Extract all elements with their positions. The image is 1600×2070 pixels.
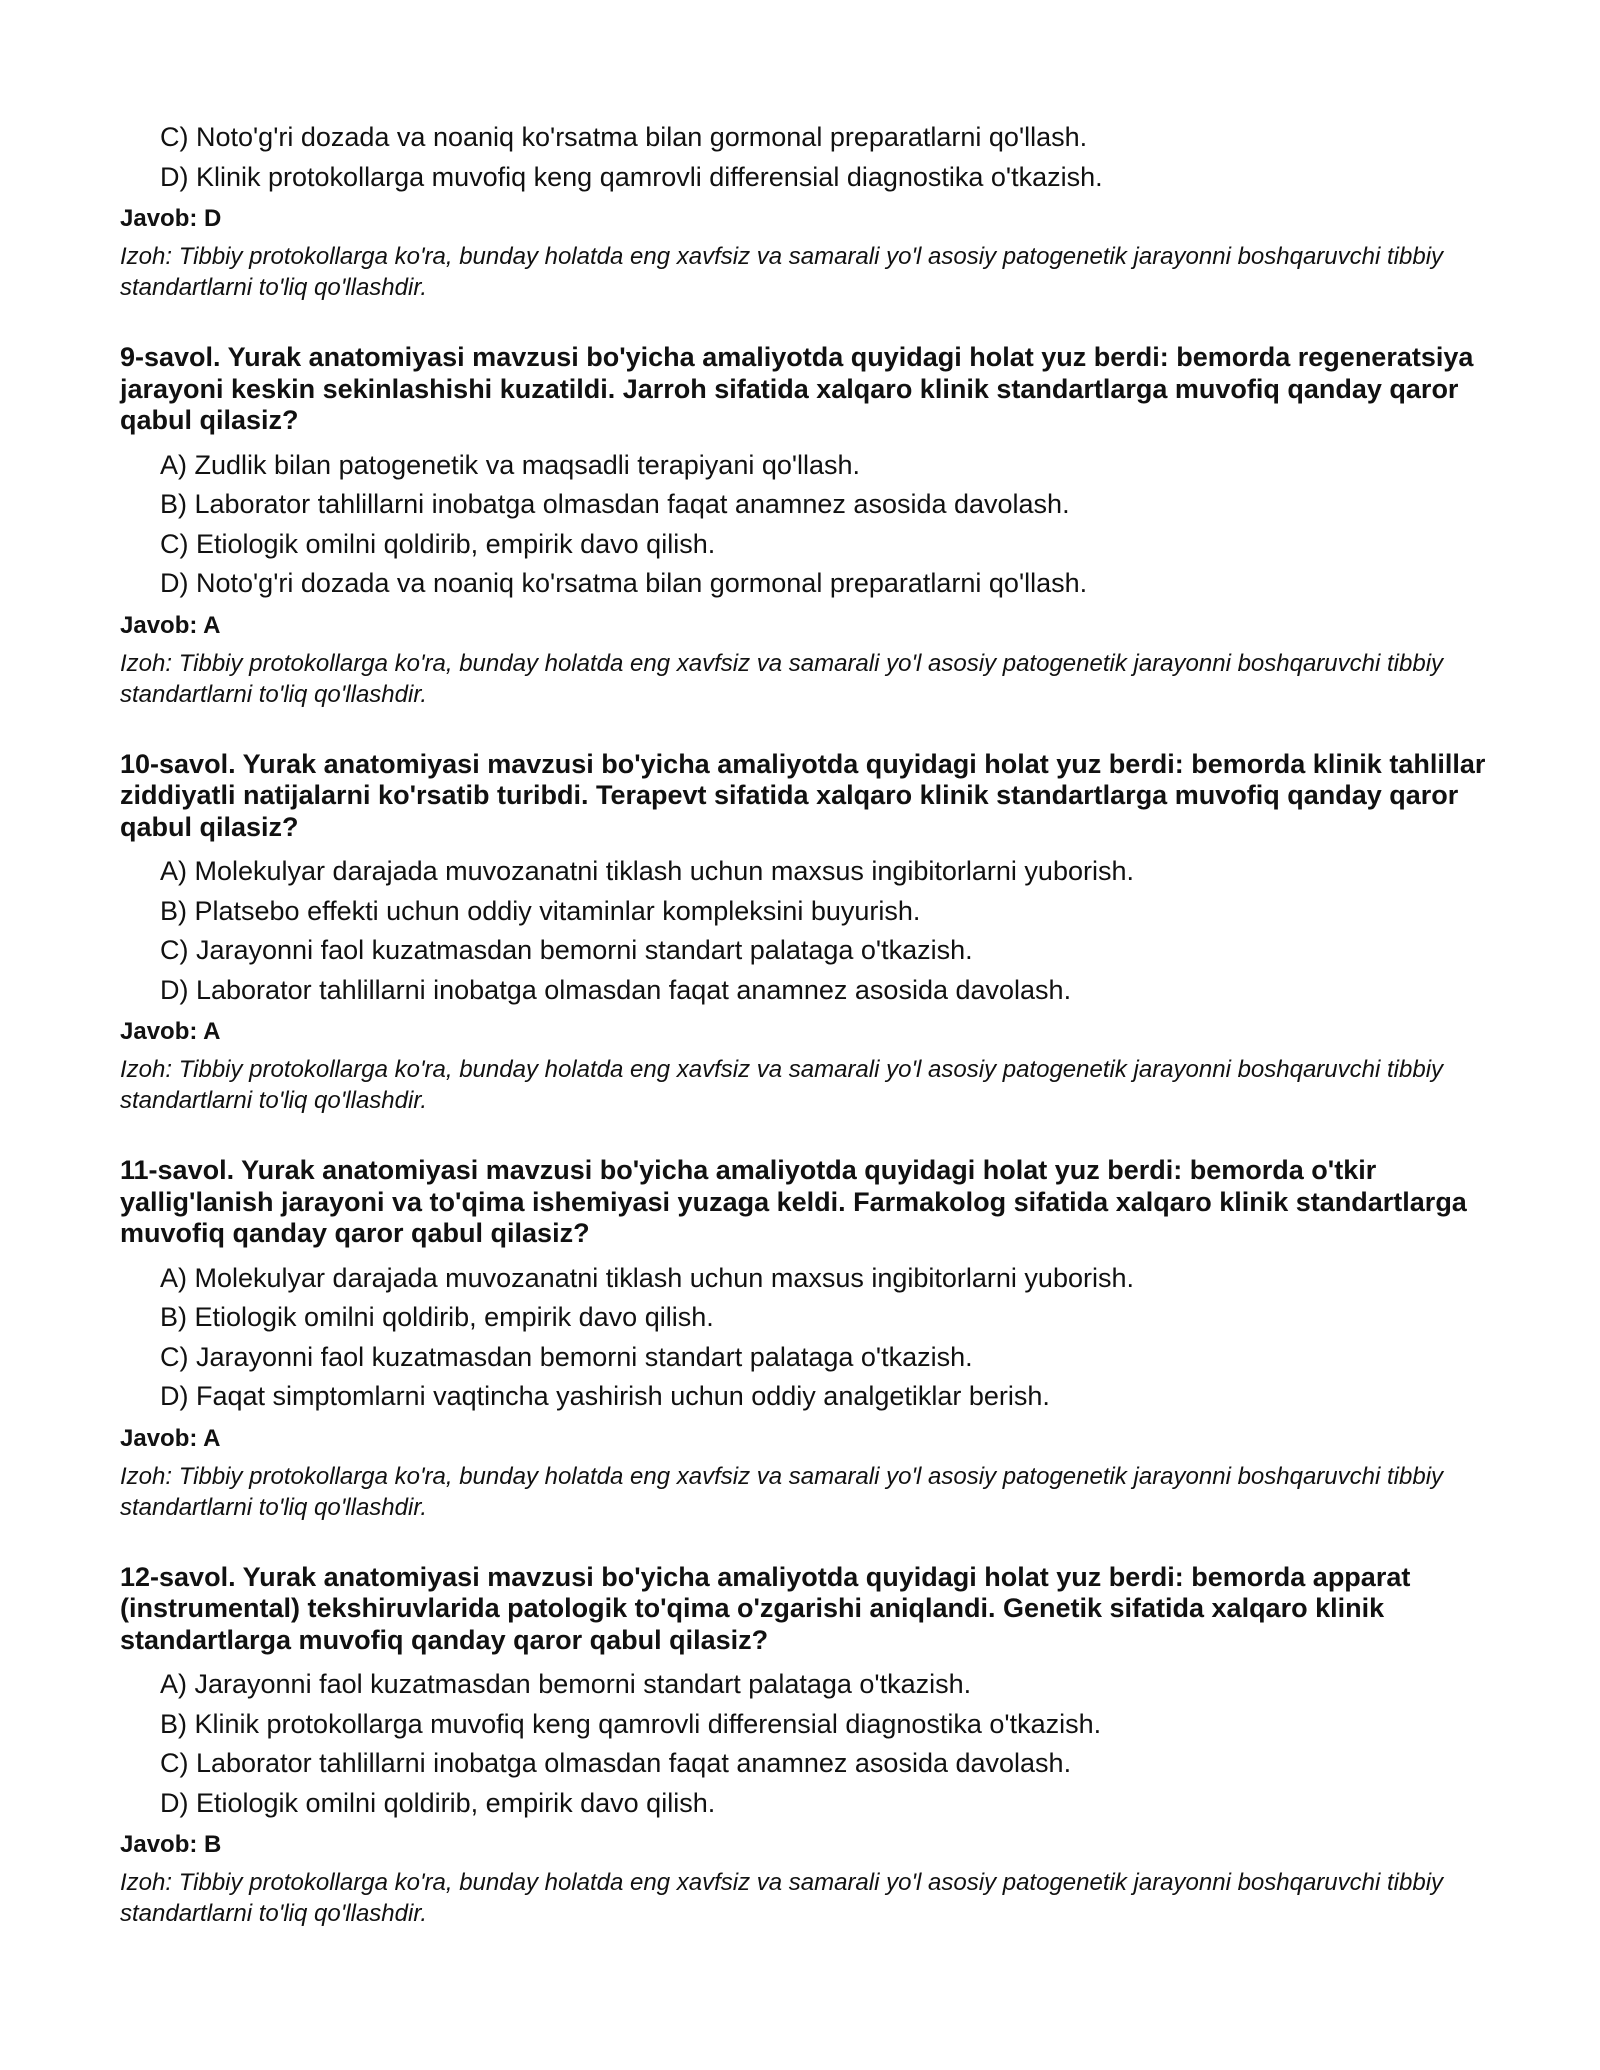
option-b: B) Laborator tahlillarni inobatga olmasdan faqat anamnez asosida davolash. (160, 489, 1070, 519)
option-c: C) Laborator tahlillarni inobatga olmasdan faqat anamnez asosida davolash. (160, 1748, 1072, 1778)
answer-label: Javob: A (120, 611, 221, 639)
explanation-note: Izoh: Tibbiy protokollarga ko'ra, bunday holatda eng xavfsiz va samarali yo'l asosiy patogenetik jarayonni boshqaruvchi tibbiy standartlarni to'liq qo'llashdir. (120, 1462, 1444, 1521)
option-a: A) Molekulyar darajada muvozanatni tiklash uchun maxsus ingibitorlarni yuborish. (160, 856, 1134, 886)
option-b: B) Klinik protokollarga muvofiq keng qamrovli differensial diagnostika o'tkazish. (160, 1708, 1102, 1739)
answer-label: Javob: A (120, 1018, 221, 1045)
option-d: D) Noto'g'ri dozada va noaniq ko'rsatma bilan gormonal preparatlarni qo'llash. (160, 568, 1088, 598)
option-a: A) Zudlik bilan patogenetik va maqsadli terapiyani qo'llash. (160, 449, 861, 480)
answer-label: Javob: B (120, 1831, 222, 1858)
question-text: 10-savol. Yurak anatomiyasi mavzusi bo'yicha amaliyotda quyidagi holat yuz berdi: bemorda klinik tahlillar ziddiyatli natijalarni ko'rsatib turibdi. Terapevt sifatida xalqaro klinik standartlarga muvofiq qanday qaror qabul qilasiz? (120, 748, 1486, 842)
option-b: B) Etiologik omilni qoldirib, empirik davo qilish. (160, 1302, 714, 1332)
option-d: D) Klinik protokollarga muvofiq keng qamrovli differensial diagnostika o'tkazish. (160, 161, 1103, 192)
question-10 (120, 749, 1500, 1117)
question-9 (120, 342, 1500, 710)
question-8-continuation (120, 118, 1500, 303)
option-c: C) Jarayonni faol kuzatmasdan bemorni standart palataga o'tkazish. (160, 1341, 973, 1372)
option-d: D) Etiologik omilni qoldirib, empirik davo qilish. (160, 1787, 716, 1818)
option-c: C) Etiologik omilni qoldirib, empirik davo qilish. (160, 528, 716, 559)
option-a: A) Jarayonni faol kuzatmasdan bemorni standart palataga o'tkazish. (160, 1669, 972, 1699)
option-b: B) Platsebo effekti uchun oddiy vitaminlar kompleksini buyurish. (160, 895, 921, 926)
option-d: D) Laborator tahlillarni inobatga olmasdan faqat anamnez asosida davolash. (160, 974, 1072, 1005)
question-11 (120, 1155, 1500, 1523)
option-c: C) Jarayonni faol kuzatmasdan bemorni standart palataga o'tkazish. (160, 935, 973, 965)
option-c: C) Noto'g'ri dozada va noaniq ko'rsatma bilan gormonal preparatlarni qo'llash. (160, 122, 1088, 152)
explanation-note: Izoh: Tibbiy protokollarga ko'ra, bunday holatda eng xavfsiz va samarali yo'l asosiy patogenetik jarayonni boshqaruvchi tibbiy standartlarni to'liq qo'llashdir. (120, 1869, 1444, 1927)
question-12 (120, 1562, 1500, 1930)
answer-label: Javob: D (120, 205, 222, 232)
question-text: 9-savol. Yurak anatomiyasi mavzusi bo'yicha amaliyotda quyidagi holat yuz berdi: bemorda regeneratsiya jarayoni keskin sekinlashishi kuzatildi. Jarroh sifatida xalqaro klinik standartlarga muvofiq qanday qaror qabul qilasiz? (120, 342, 1474, 435)
question-text: 11-savol. Yurak anatomiyasi mavzusi bo'yicha amaliyotda quyidagi holat yuz berdi: bemorda o'tkir yallig'lanish jarayoni va to'qima ishemiyasi yuzaga keldi. Farmakolog sifatida xalqaro klinik standartlarga muvofiq qanday qaror qabul qilasiz? (120, 1155, 1467, 1248)
option-a: A) Molekulyar darajada muvozanatni tiklash uchun maxsus ingibitorlarni yuborish. (160, 1262, 1134, 1293)
document-page (120, 118, 1500, 1929)
explanation-note: Izoh: Tibbiy protokollarga ko'ra, bunday holatda eng xavfsiz va samarali yo'l asosiy patogenetik jarayonni boshqaruvchi tibbiy standartlarni to'liq qo'llashdir. (120, 649, 1444, 708)
explanation-note: Izoh: Tibbiy protokollarga ko'ra, bunday holatda eng xavfsiz va samarali yo'l asosiy patogenetik jarayonni boshqaruvchi tibbiy standartlarni to'liq qo'llashdir. (120, 1056, 1444, 1114)
option-d: D) Faqat simptomlarni vaqtincha yashirish uchun oddiy analgetiklar berish. (160, 1381, 1050, 1411)
explanation-note: Izoh: Tibbiy protokollarga ko'ra, bunday holatda eng xavfsiz va samarali yo'l asosiy patogenetik jarayonni boshqaruvchi tibbiy standartlarni to'liq qo'llashdir. (120, 243, 1444, 301)
question-text: 12-savol. Yurak anatomiyasi mavzusi bo'yicha amaliyotda quyidagi holat yuz berdi: bemorda apparat (instrumental) tekshiruvlarida patologik to'qima o'zgarishi aniqlandi. Genetik sifatida xalqaro klinik standartlarga muvofiq qanday qaror qabul qilasiz? (120, 1561, 1411, 1655)
answer-label: Javob: A (120, 1424, 221, 1452)
